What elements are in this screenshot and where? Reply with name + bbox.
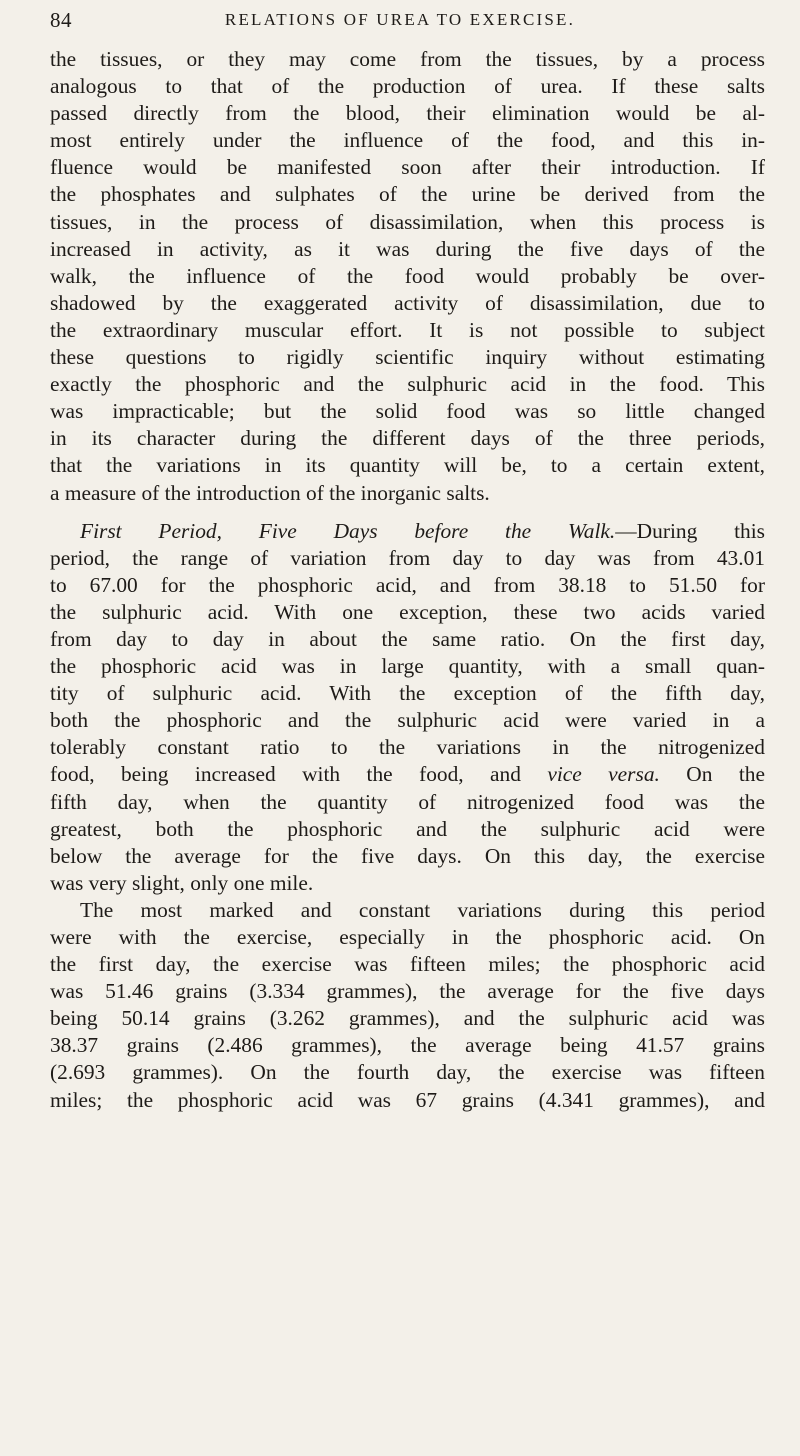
text-line: a measure of the introduction of the inorganic salts. xyxy=(50,480,490,505)
text-line: in its character during the different days of the three periods, xyxy=(50,426,765,451)
text-line: passed directly from the blood, their elimination would be al- xyxy=(50,101,765,126)
text-line: from day to day in about the same ratio. On the first day, xyxy=(50,626,765,651)
text-line: 38.37 grains (2.486 grammes), the average being 41.57 grains xyxy=(50,1033,765,1058)
text-line: these questions to rigidly scientific inquiry without estimating xyxy=(50,345,765,370)
text-line: both the phosphoric and the sulphuric acid were varied in a xyxy=(50,708,765,733)
paragraph-gap xyxy=(50,507,765,518)
text-line: (2.693 grammes). On the fourth day, the exercise was fifteen xyxy=(50,1060,765,1085)
text-line: increased in activity, as it was during the five days of the xyxy=(50,236,765,261)
text-line: The most marked and constant variations during this period xyxy=(80,897,765,922)
running-head: RELATIONS OF UREA TO EXERCISE. xyxy=(224,10,576,29)
text-line: tissues, in the process of disassimilation, when this process is xyxy=(50,209,765,234)
text-line: the extraordinary muscular effort. It is not possible to subject xyxy=(50,317,765,342)
text-line: was 51.46 grains (3.334 grammes), the average for the five days xyxy=(50,979,765,1004)
text-line: the tissues, or they may come from the tissues, by a process xyxy=(50,47,765,71)
section-heading: First Period, Five Days before the Walk. xyxy=(80,518,616,543)
text-line: period, the range of variation from day to day was from 43.01 xyxy=(50,545,765,570)
text-line: tity of sulphuric acid. With the exception of the fifth day, xyxy=(50,681,765,706)
text-line: shadowed by the exaggerated activity of disassimilation, due to xyxy=(50,290,765,315)
paragraph-1 xyxy=(50,46,765,507)
text-fragment: On the xyxy=(686,762,765,787)
text-line: exactly the phosphoric and the sulphuric acid in the food. This xyxy=(50,372,765,397)
text-line: was impracticable; but the solid food was so little changed xyxy=(50,399,765,424)
text-line: walk, the influence of the food would probably be over- xyxy=(50,263,765,288)
page-body xyxy=(50,46,765,1114)
paragraph-3 xyxy=(50,897,765,1114)
italic-phrase: vice versa. xyxy=(547,762,660,787)
text-line: was very slight, only one mile. xyxy=(50,870,314,895)
text-line: most entirely under the influence of the food, and this in- xyxy=(50,128,765,153)
section-heading-line xyxy=(50,518,765,545)
page-header xyxy=(50,8,750,38)
text-line: were with the exercise, especially in the phosphoric acid. On xyxy=(50,925,765,949)
section-heading-rest: —During this xyxy=(615,518,765,543)
text-line: analogous to that of the production of urea. If these salts xyxy=(50,74,765,99)
text-line: being 50.14 grains (3.262 grammes), and the sulphuric acid was xyxy=(50,1006,765,1031)
text-line: the first day, the exercise was fifteen miles; the phosphoric acid xyxy=(50,952,765,977)
text-line: greatest, both the phosphoric and the sulphuric acid were xyxy=(50,816,765,841)
text-line: fluence would be manifested soon after their introduction. If xyxy=(50,155,765,180)
text-line: the sulphuric acid. With one exception, these two acids varied xyxy=(50,599,765,624)
text-line: the phosphoric acid was in large quantity, with a small quan- xyxy=(50,654,765,679)
text-line: miles; the phosphoric acid was 67 grains (4.341 grammes), and xyxy=(50,1087,765,1112)
text-line: to 67.00 for the phosphoric acid, and from 38.18 to 51.50 for xyxy=(50,572,765,597)
paragraph-2 xyxy=(50,518,765,897)
text-line: below the average for the five days. On this day, the exercise xyxy=(50,843,765,868)
text-line: that the variations in its quantity will be, to a certain extent, xyxy=(50,453,765,478)
text-line: the phosphates and sulphates of the urine be derived from the xyxy=(50,182,765,207)
text-line: fifth day, when the quantity of nitrogenized food was the xyxy=(50,789,765,814)
text-line: tolerably constant ratio to the variations in the nitrogenized xyxy=(50,735,765,760)
text-line-vice-versa xyxy=(50,761,765,788)
text-fragment: food, being increased with the food, and xyxy=(50,762,521,787)
page-number: 84 xyxy=(50,8,72,32)
